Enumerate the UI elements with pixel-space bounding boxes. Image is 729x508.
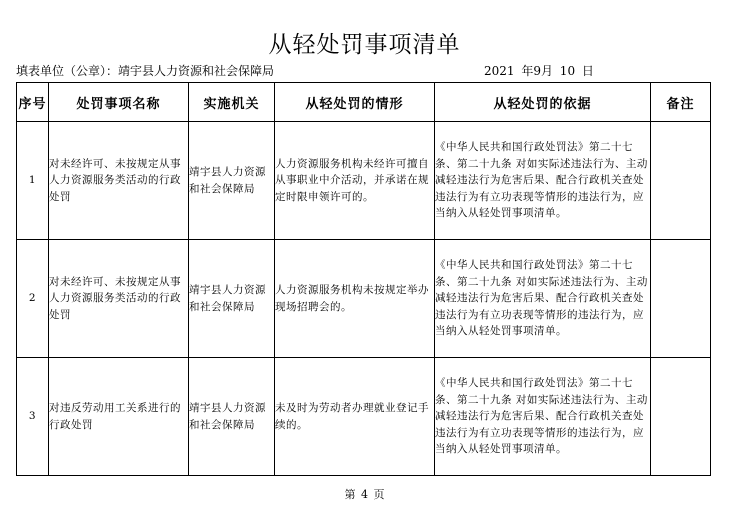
table-row [17,240,711,358]
header-circumstance: 从轻处罚的情形 [275,83,435,122]
row-remark [651,122,711,240]
header-item-name: 处罚事项名称 [49,83,189,122]
filing-unit: 填表单位（公章）：靖宇县人力资源和社会保障局 [16,64,275,78]
row-authority: 靖宇县人力资源和社会保障局 [189,122,275,240]
filing-date: 2021 年9月 10 日 [484,64,594,78]
row-item-name: 对未经许可、未按规定从事人力资源服务类活动的行政处罚 [49,240,189,358]
row-circumstance: 人力资源服务机构未按规定举办现场招聘会的。 [275,240,435,358]
header-basis: 从轻处罚的依据 [435,83,651,122]
row-number: 3 [17,358,49,476]
row-authority: 靖宇县人力资源和社会保障局 [189,358,275,476]
row-number: 1 [17,122,49,240]
row-circumstance: 人力资源服务机构未经许可擅自从事职业中介活动，并承诺在规定时限申领许可的。 [275,122,435,240]
row-authority: 靖宇县人力资源和社会保障局 [189,240,275,358]
page-number: 第 4 页 [344,488,385,501]
document-title: 从轻处罚事项清单 [268,32,461,58]
row-basis: 《中华人民共和国行政处罚法》第二十七条、第二十九条 对如实际述违法行为、主动减轻违法行为危害后果、配合行政机关查处违法行为有立功表现等情形的违法行为，应当纳入从轻处罚事项清单。 [435,122,651,240]
table-row [17,358,711,476]
row-item-name: 对未经许可、未按规定从事人力资源服务类活动的行政处罚 [49,122,189,240]
row-basis: 《中华人民共和国行政处罚法》第二十七条、第二十九条 对如实际述违法行为、主动减轻违法行为危害后果、配合行政机关查处违法行为有立功表现等情形的违法行为，应当纳入从轻处罚事项清单。 [435,240,651,358]
header-authority: 实施机关 [189,83,275,122]
penalty-table [16,82,711,476]
row-item-name: 对违反劳动用工关系进行的行政处罚 [49,358,189,476]
row-number: 2 [17,240,49,358]
row-remark [651,358,711,476]
table-row [17,122,711,240]
header-no: 序号 [17,83,49,122]
table-header-row [17,83,711,122]
header-remark: 备注 [651,83,711,122]
row-circumstance: 未及时为劳动者办理就业登记手续的。 [275,358,435,476]
row-basis: 《中华人民共和国行政处罚法》第二十七条、第二十九条 对如实际述违法行为、主动减轻违法行为危害后果、配合行政机关查处违法行为有立功表现等情形的违法行为，应当纳入从轻处罚事项清单。 [435,358,651,476]
row-remark [651,240,711,358]
